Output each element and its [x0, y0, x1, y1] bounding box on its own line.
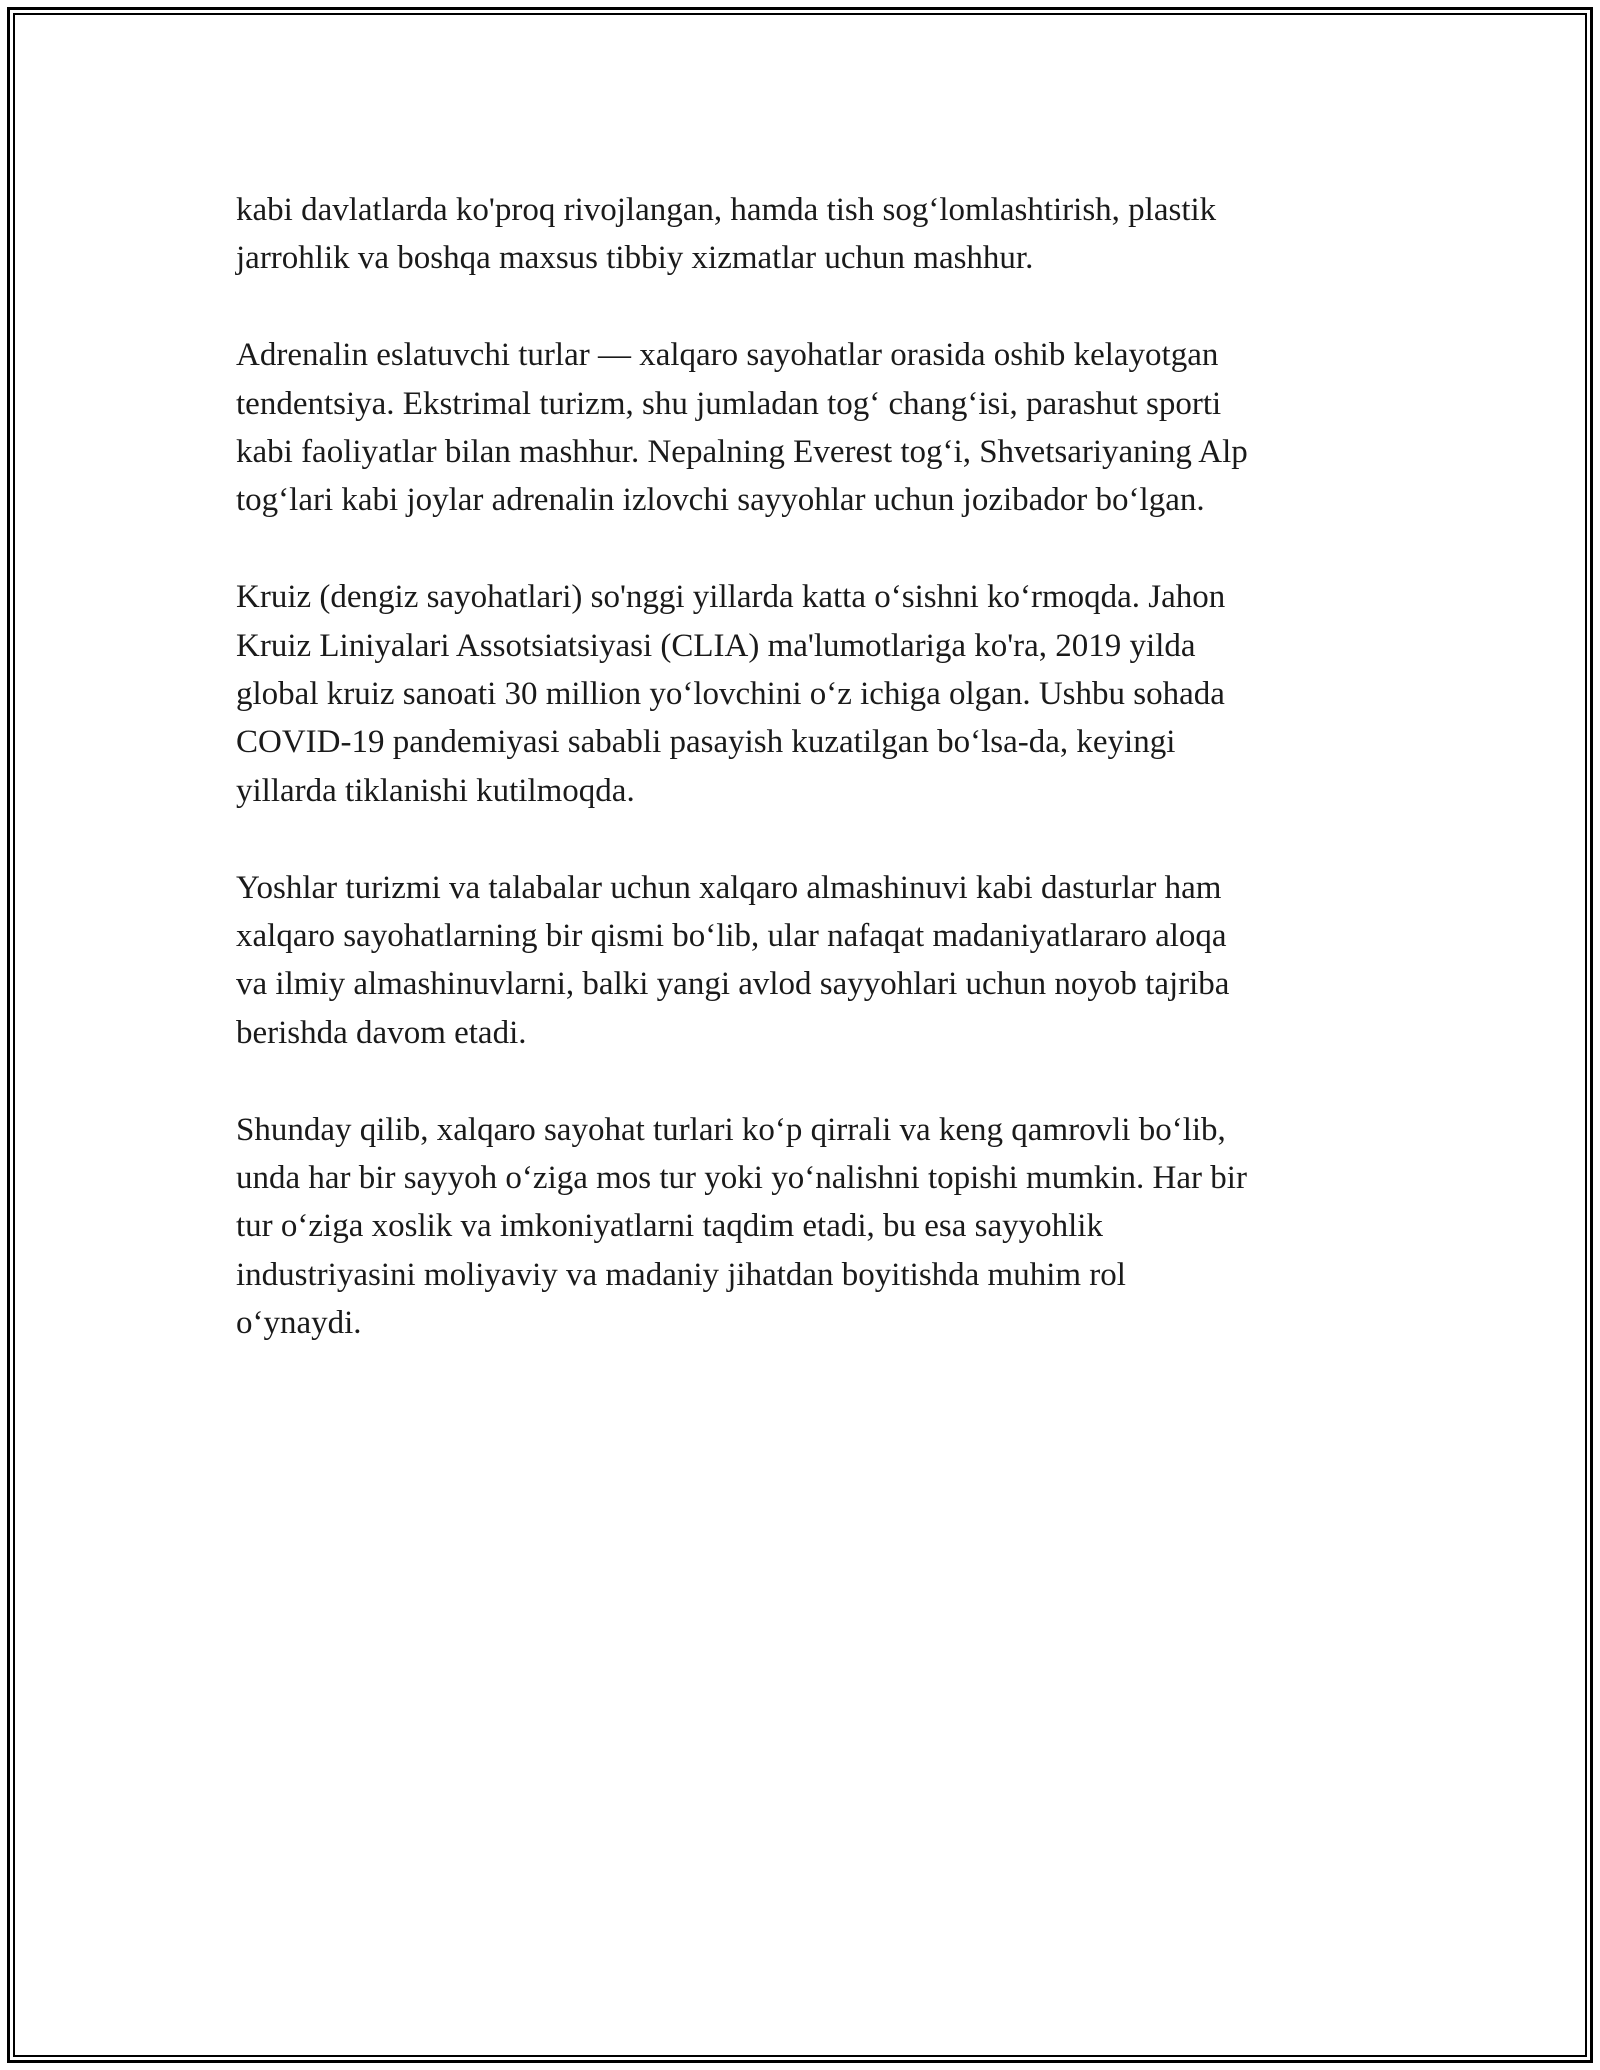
document-body: [236, 186, 1386, 1396]
paragraph-youth-tourism: Yoshlar turizmi va talabalar uchun xalqaro almashinuvi kabi dasturlar ham xalqaro sayohatlarning bir qismi bo‘lib, ular nafaqat madaniyatlararo aloqa va ilmiy almashinuvlarni, balki yangi avlod sayyohlari uchun noyob tajriba berishda davom etadi.: [236, 869, 1230, 1051]
paragraph-cruise-tourism: Kruiz (dengiz sayohatlari) so'nggi yillarda katta o‘sishni ko‘rmoqda. Jahon Kruiz Liniyalari Assotsiatsiyasi (CLIA) ma'lumotlariga ko'ra, 2019 yilda global kruiz sanoati 30 million yo‘lovchini o‘z ichiga olgan. Ushbu sohada COVID-19 pandemiyasi sababli pasayish kuzatilgan bo‘lsa-da, keyingi yillarda tiklanishi kutilmoqda.: [236, 579, 1226, 809]
paragraph-conclusion: Shunday qilib, xalqaro sayohat turlari ko‘p qirrali va keng qamrovli bo‘lib, unda har bir sayyoh o‘ziga mos tur yoki yo‘nalishni topishi mumkin. Har bir tur o‘ziga xoslik va imkoniyatlarni taqdim etadi, bu esa sayyohlik industriyasini moliyaviy va madaniy jihatdan boyitishda muhim rol o‘ynaydi.: [236, 1111, 1247, 1342]
paragraph-medical-tourism: kabi davlatlarda ko'proq rivojlangan, hamda tish sog‘lomlashtirish, plastik jarrohlik va boshqa maxsus tibbiy xizmatlar uchun mashhur.: [236, 192, 1217, 277]
paragraph-adrenaline-tourism: Adrenalin eslatuvchi turlar — xalqaro sayohatlar orasida oshib kelayotgan tendentsiya. Ekstrimal turizm, shu jumladan tog‘ chang‘isi, parashut sporti kabi faoliyatlar bilan mashhur. Nepalning Everest tog‘i, Shvetsariyaning Alp tog‘lari kabi joylar adrenalin izlovchi sayyohlar uchun jozibador bo‘lgan.: [236, 337, 1248, 519]
